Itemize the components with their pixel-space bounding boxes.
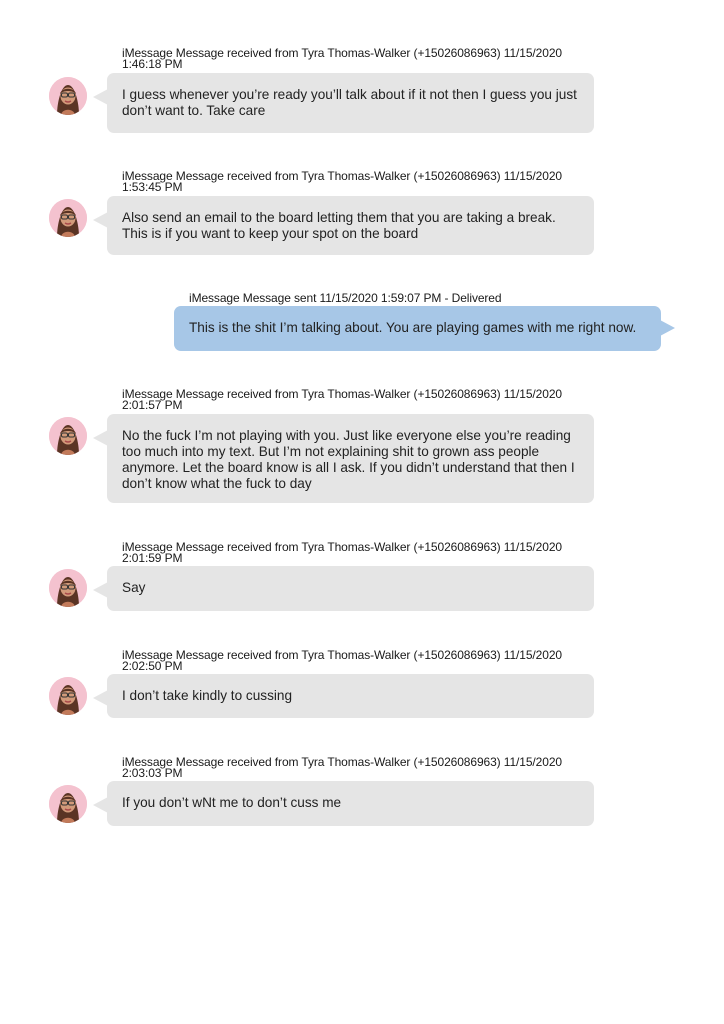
message-meta (122, 389, 562, 411)
message-bubble (107, 73, 594, 133)
avatar-icon (49, 677, 87, 715)
meta-line1: iMessage Message received from Tyra Thomas-Walker (+15026086963) 11/15/2020 (122, 387, 562, 401)
meta-line1: iMessage Message received from Tyra Thomas-Walker (+15026086963) 11/15/2020 (122, 648, 562, 662)
avatar-icon (49, 569, 87, 607)
message-meta (122, 757, 562, 779)
meta-line1: iMessage Message received from Tyra Thomas-Walker (+15026086963) 11/15/2020 (122, 540, 562, 554)
meta-line2: 1:53:45 PM (122, 180, 183, 194)
message-text: This is the shit I’m talking about. You are playing games with me right now. (189, 320, 637, 335)
message-meta: iMessage Message sent 11/15/2020 1:59:07 PM - Delivered (189, 291, 502, 305)
message-meta (122, 650, 562, 672)
message-text: Say (122, 580, 146, 595)
message-text: I guess whenever you’re ready you’ll talk about if it not then I guess you just don’t want to. Take care (122, 87, 577, 118)
meta-line2: 2:02:50 PM (122, 659, 183, 673)
meta-line1: iMessage Message received from Tyra Thomas-Walker (+15026086963) 11/15/2020 (122, 169, 562, 183)
message-bubble (107, 674, 594, 718)
message-text: Also send an email to the board letting them that you are taking a break. This is if you want to keep your spot on the board (122, 210, 556, 241)
message-text: No the fuck I’m not playing with you. Just like everyone else you’re reading too much into my text. But I’m not explaining shit to grown ass people anymore. Let the board know is all I ask. If you didn’t understand that then I don’t know what the fuck to day (122, 428, 575, 491)
meta-line2: 2:01:57 PM (122, 398, 183, 412)
message-text: I don’t take kindly to cussing (122, 688, 293, 703)
meta-line2: 2:01:59 PM (122, 551, 183, 565)
message-bubble-sent (174, 306, 661, 351)
message-meta (122, 542, 562, 564)
message-meta (122, 171, 562, 193)
message-bubble (107, 414, 594, 503)
message-bubble (107, 566, 594, 611)
meta-line2: 2:03:03 PM (122, 766, 183, 780)
avatar-icon (49, 785, 87, 823)
message-text: If you don’t wNt me to don’t cuss me (122, 795, 342, 810)
avatar-icon (49, 77, 87, 115)
avatar-icon (49, 199, 87, 237)
message-meta (122, 48, 562, 70)
message-bubble (107, 196, 594, 255)
meta-line1: iMessage Message received from Tyra Thomas-Walker (+15026086963) 11/15/2020 (122, 755, 562, 769)
meta-line1: iMessage Message received from Tyra Thomas-Walker (+15026086963) 11/15/2020 (122, 46, 562, 60)
meta-line2: 1:46:18 PM (122, 57, 183, 71)
avatar-icon (49, 417, 87, 455)
message-bubble (107, 781, 594, 826)
